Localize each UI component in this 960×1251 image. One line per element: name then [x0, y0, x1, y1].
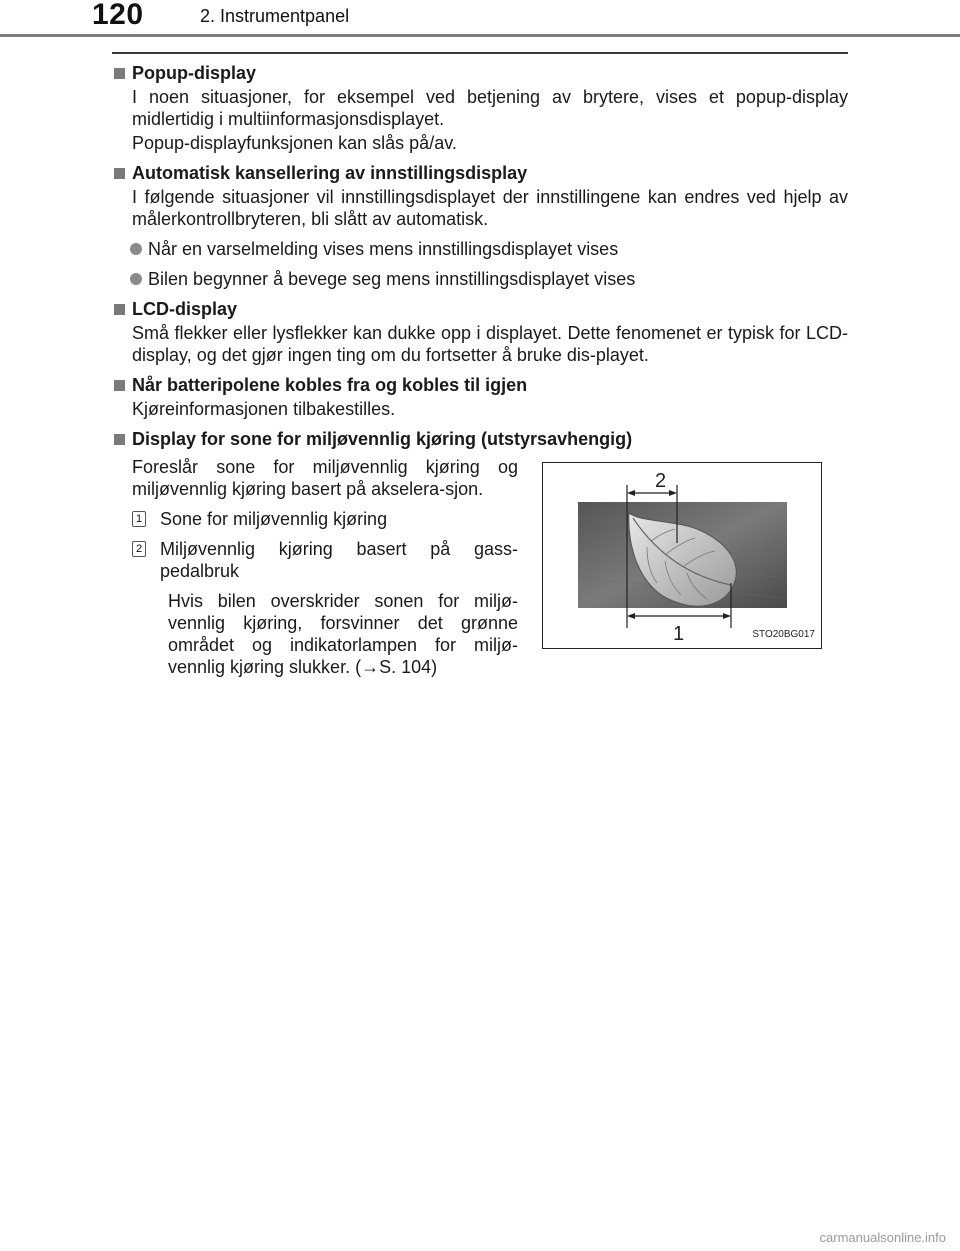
list-item: 2 Miljøvennlig kjøring basert på gass-pedalbruk — [132, 538, 518, 582]
note-paragraph: Hvis bilen overskrider sonen for miljø-vennlig kjøring, forsvinner det grønne området og indikatorlampen for miljø-vennlig kjøring slukker. (→S. 104) — [168, 591, 518, 677]
list-item: Når en varselmelding vises mens innstillingsdisplayet vises — [130, 238, 848, 260]
paragraph: Foreslår sone for miljøvennlig kjøring og miljøvennlig kjøring basert på akselera-sjon. — [132, 457, 518, 499]
square-bullet-icon — [114, 380, 125, 391]
figure-code: STO20BG017 — [752, 629, 815, 640]
eco-zone-block — [112, 456, 848, 756]
paragraph: I følgende situasjoner vil innstillingsdisplayet der innstillingene kan endres ved hjelp av målerkontrollbryteren, bli slått av automatisk. — [132, 187, 848, 229]
paragraph: I noen situasjoner, for eksempel ved betjening av brytere, vises et popup-display midlertidig i multiinformasjonsdisplayet. — [132, 87, 848, 129]
section-body — [112, 398, 848, 420]
section-eco-zone — [112, 428, 848, 756]
section-heading: Når batteripolene kobles fra og kobles til igjen — [112, 374, 848, 396]
callout-number: 1 — [132, 511, 146, 527]
square-bullet-icon — [114, 434, 125, 445]
page-content — [112, 62, 848, 764]
section-heading: Display for sone for miljøvennlig kjøring (utstyrsavhengig) — [112, 428, 848, 450]
page-header — [0, 0, 960, 40]
paragraph: Popup-displayfunksjonen kan slås på/av. — [132, 133, 457, 153]
section-heading: Popup-display — [112, 62, 848, 84]
section-heading: Automatisk kansellering av innstillingsdisplay — [112, 162, 848, 184]
list-item: 1 Sone for miljøvennlig kjøring — [132, 508, 518, 530]
content-rule — [112, 52, 848, 54]
eco-zone-figure — [542, 462, 822, 649]
section-auto-cancel — [112, 162, 848, 290]
callout-number: 2 — [132, 541, 146, 557]
section-battery — [112, 374, 848, 420]
section-popup-display — [112, 62, 848, 154]
eco-leaf-illustration — [543, 463, 821, 648]
list-item: Bilen begynner å bevege seg mens innstillingsdisplayet vises — [130, 268, 848, 290]
callout-label-1: 1 — [673, 623, 685, 645]
circle-bullet-icon — [130, 273, 142, 285]
page-number: 120 — [92, 0, 144, 31]
callout-label-2: 2 — [655, 470, 667, 492]
chapter-title: 2. Instrumentpanel — [200, 6, 350, 26]
section-lcd-display — [112, 298, 848, 366]
circle-bullet-icon — [130, 243, 142, 255]
section-body — [112, 186, 848, 230]
section-body — [112, 86, 848, 154]
bullet-list — [112, 238, 848, 290]
eco-zone-text — [132, 456, 518, 678]
square-bullet-icon — [114, 168, 125, 179]
numbered-list — [132, 508, 518, 582]
paragraph: Små flekker eller lysflekker kan dukke opp i displayet. Dette fenomenet er typisk for LCD-display, og det gjør ingen ting om du fortsetter å bruke dis-playet. — [132, 323, 848, 365]
footer-watermark: carmanualsonline.info — [819, 1230, 946, 1245]
square-bullet-icon — [114, 304, 125, 315]
paragraph: Kjøreinformasjonen tilbakestilles. — [132, 399, 396, 419]
section-body — [112, 322, 848, 366]
section-heading: LCD-display — [112, 298, 848, 320]
header-rule — [0, 34, 960, 37]
square-bullet-icon — [114, 68, 125, 79]
